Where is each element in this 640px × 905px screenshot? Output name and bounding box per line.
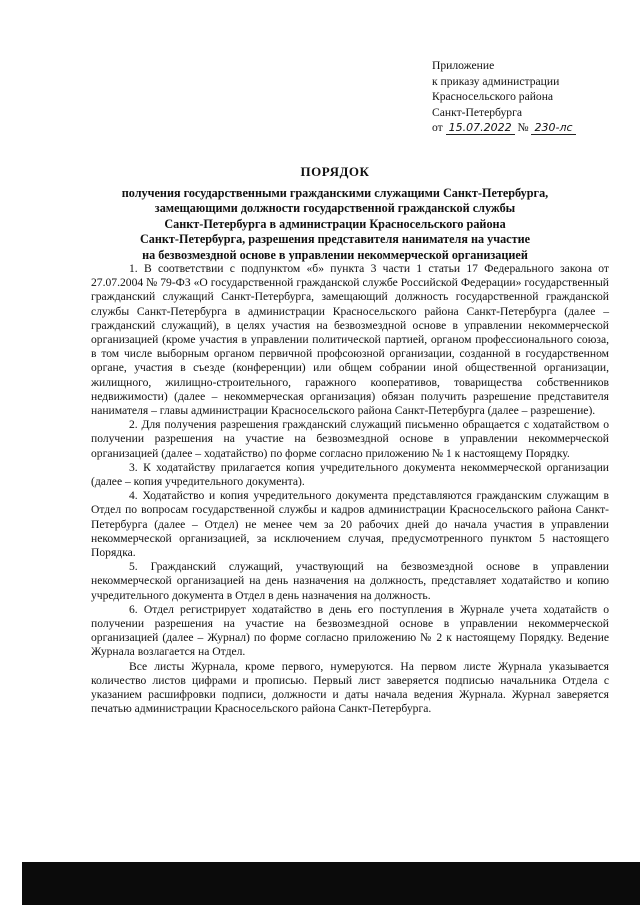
- scan-footer-bar: [22, 862, 640, 905]
- paragraph-6: 6. Отдел регистрирует ходатайство в день его поступления в Журнале учета ходатайств о получении разрешения на участие на безвозмездной основе в управлении некоммерческой организацией (далее – Журнал) по форме согласно приложению № 2 к настоящему Порядку. Ведение Журнала возлагается на Отдел.: [91, 602, 609, 659]
- title-line-3: Санкт-Петербурга в администрации Красносельского района: [164, 216, 506, 231]
- paragraph-2: 2. Для получения разрешения гражданский служащий письменно обращается с ходатайством о получении разрешения на участие на безвозмездной основе в управлении некоммерческой организацией (далее – ходатайство) по форме согласно приложению № 1 к настоящему Порядку.: [91, 418, 609, 460]
- title-line-1: получения государственными гражданскими служащими Санкт-Петербурга,: [121, 185, 549, 200]
- title-line-4: Санкт-Петербурга, разрешения представителя нанимателя на участие: [139, 232, 531, 246]
- appendix-date-line: [432, 120, 622, 136]
- from-label: от: [432, 121, 443, 134]
- handwritten-number: 230-лс: [531, 122, 575, 135]
- appendix-line-4: Санкт-Петербурга: [432, 105, 522, 119]
- number-label: №: [517, 121, 529, 134]
- appendix-line-3: Красносельского района: [432, 90, 554, 103]
- document-title: [70, 164, 600, 263]
- title-line-2: замещающими должности государственной гражданской службы: [154, 201, 516, 215]
- paragraph-4: 4. Ходатайство и копия учредительного документа представляются гражданским служащим в Отдел по вопросам государственной службы и кадров администрации Красносельского района Санкт-Петербурга (далее – Отдел) не менее чем за 20 рабочих дней до начала участия в управлении некоммерческой организацией, за исключением случая, предусмотренного пунктом 5 настоящего Порядка.: [91, 489, 609, 560]
- paragraph-5: 5. Гражданский служащий, участвующий на безвозмездной основе в управлении некоммерческой организацией на день назначения на должность, представляет ходатайство и копию учредительного документа в Отдел в день назначения на должность.: [91, 560, 609, 602]
- paragraph-7: Все листы Журнала, кроме первого, нумеруются. На первом листе Журнала указывается количество листов цифрами и прописью. Первый лист заверяется подписью начальника Отдела с указанием расшифровки подписи, должности и даты начала ведения Журнала. Журнал заверяется печатью администрации Красносельского района Санкт-Петербурга.: [91, 659, 609, 716]
- document-body: [91, 262, 609, 717]
- handwritten-date: 15.07.2022: [446, 122, 515, 135]
- appendix-block: [432, 58, 622, 136]
- appendix-line-2: к приказу администрации: [432, 74, 560, 88]
- paragraph-3: 3. К ходатайству прилагается копия учредительного документа некоммерческой организации (далее – копия учредительного документа).: [91, 460, 609, 489]
- appendix-line-1: Приложение: [432, 59, 495, 72]
- title-main: ПОРЯДОК: [300, 164, 370, 179]
- title-line-5: на безвозмездной основе в управлении некоммерческой организацией: [142, 247, 528, 262]
- paragraph-1: 1. В соответствии с подпунктом «б» пункта 3 части 1 статьи 17 Федерального закона от 27.07.2004 № 79-ФЗ «О государственной гражданской службе Российской Федерации» государственный гражданский служащий Санкт-Петербурга, замещающий должность государственной гражданской службы Санкт-Петербурга в администрации Красносельского района Санкт-Петербурга (далее – гражданский служащий), в целях участия на безвозмездной основе в управлении некоммерческой организацией (кроме участия в управлении политической партией, органом профессионального союза, в том числе выборным органом первичной профсоюзной организации, созданной в государственном органе, участия в съезде (конференции) или общем собрании иной общественной организации, жилищного, жилищно-строительного, гаражного кооперативов, товарищества собственников недвижимости) (далее – некоммерческая организация) обязан получить разрешение представителя нанимателя – главы администрации Красносельского района Санкт-Петербурга (далее – разрешение).: [91, 262, 609, 418]
